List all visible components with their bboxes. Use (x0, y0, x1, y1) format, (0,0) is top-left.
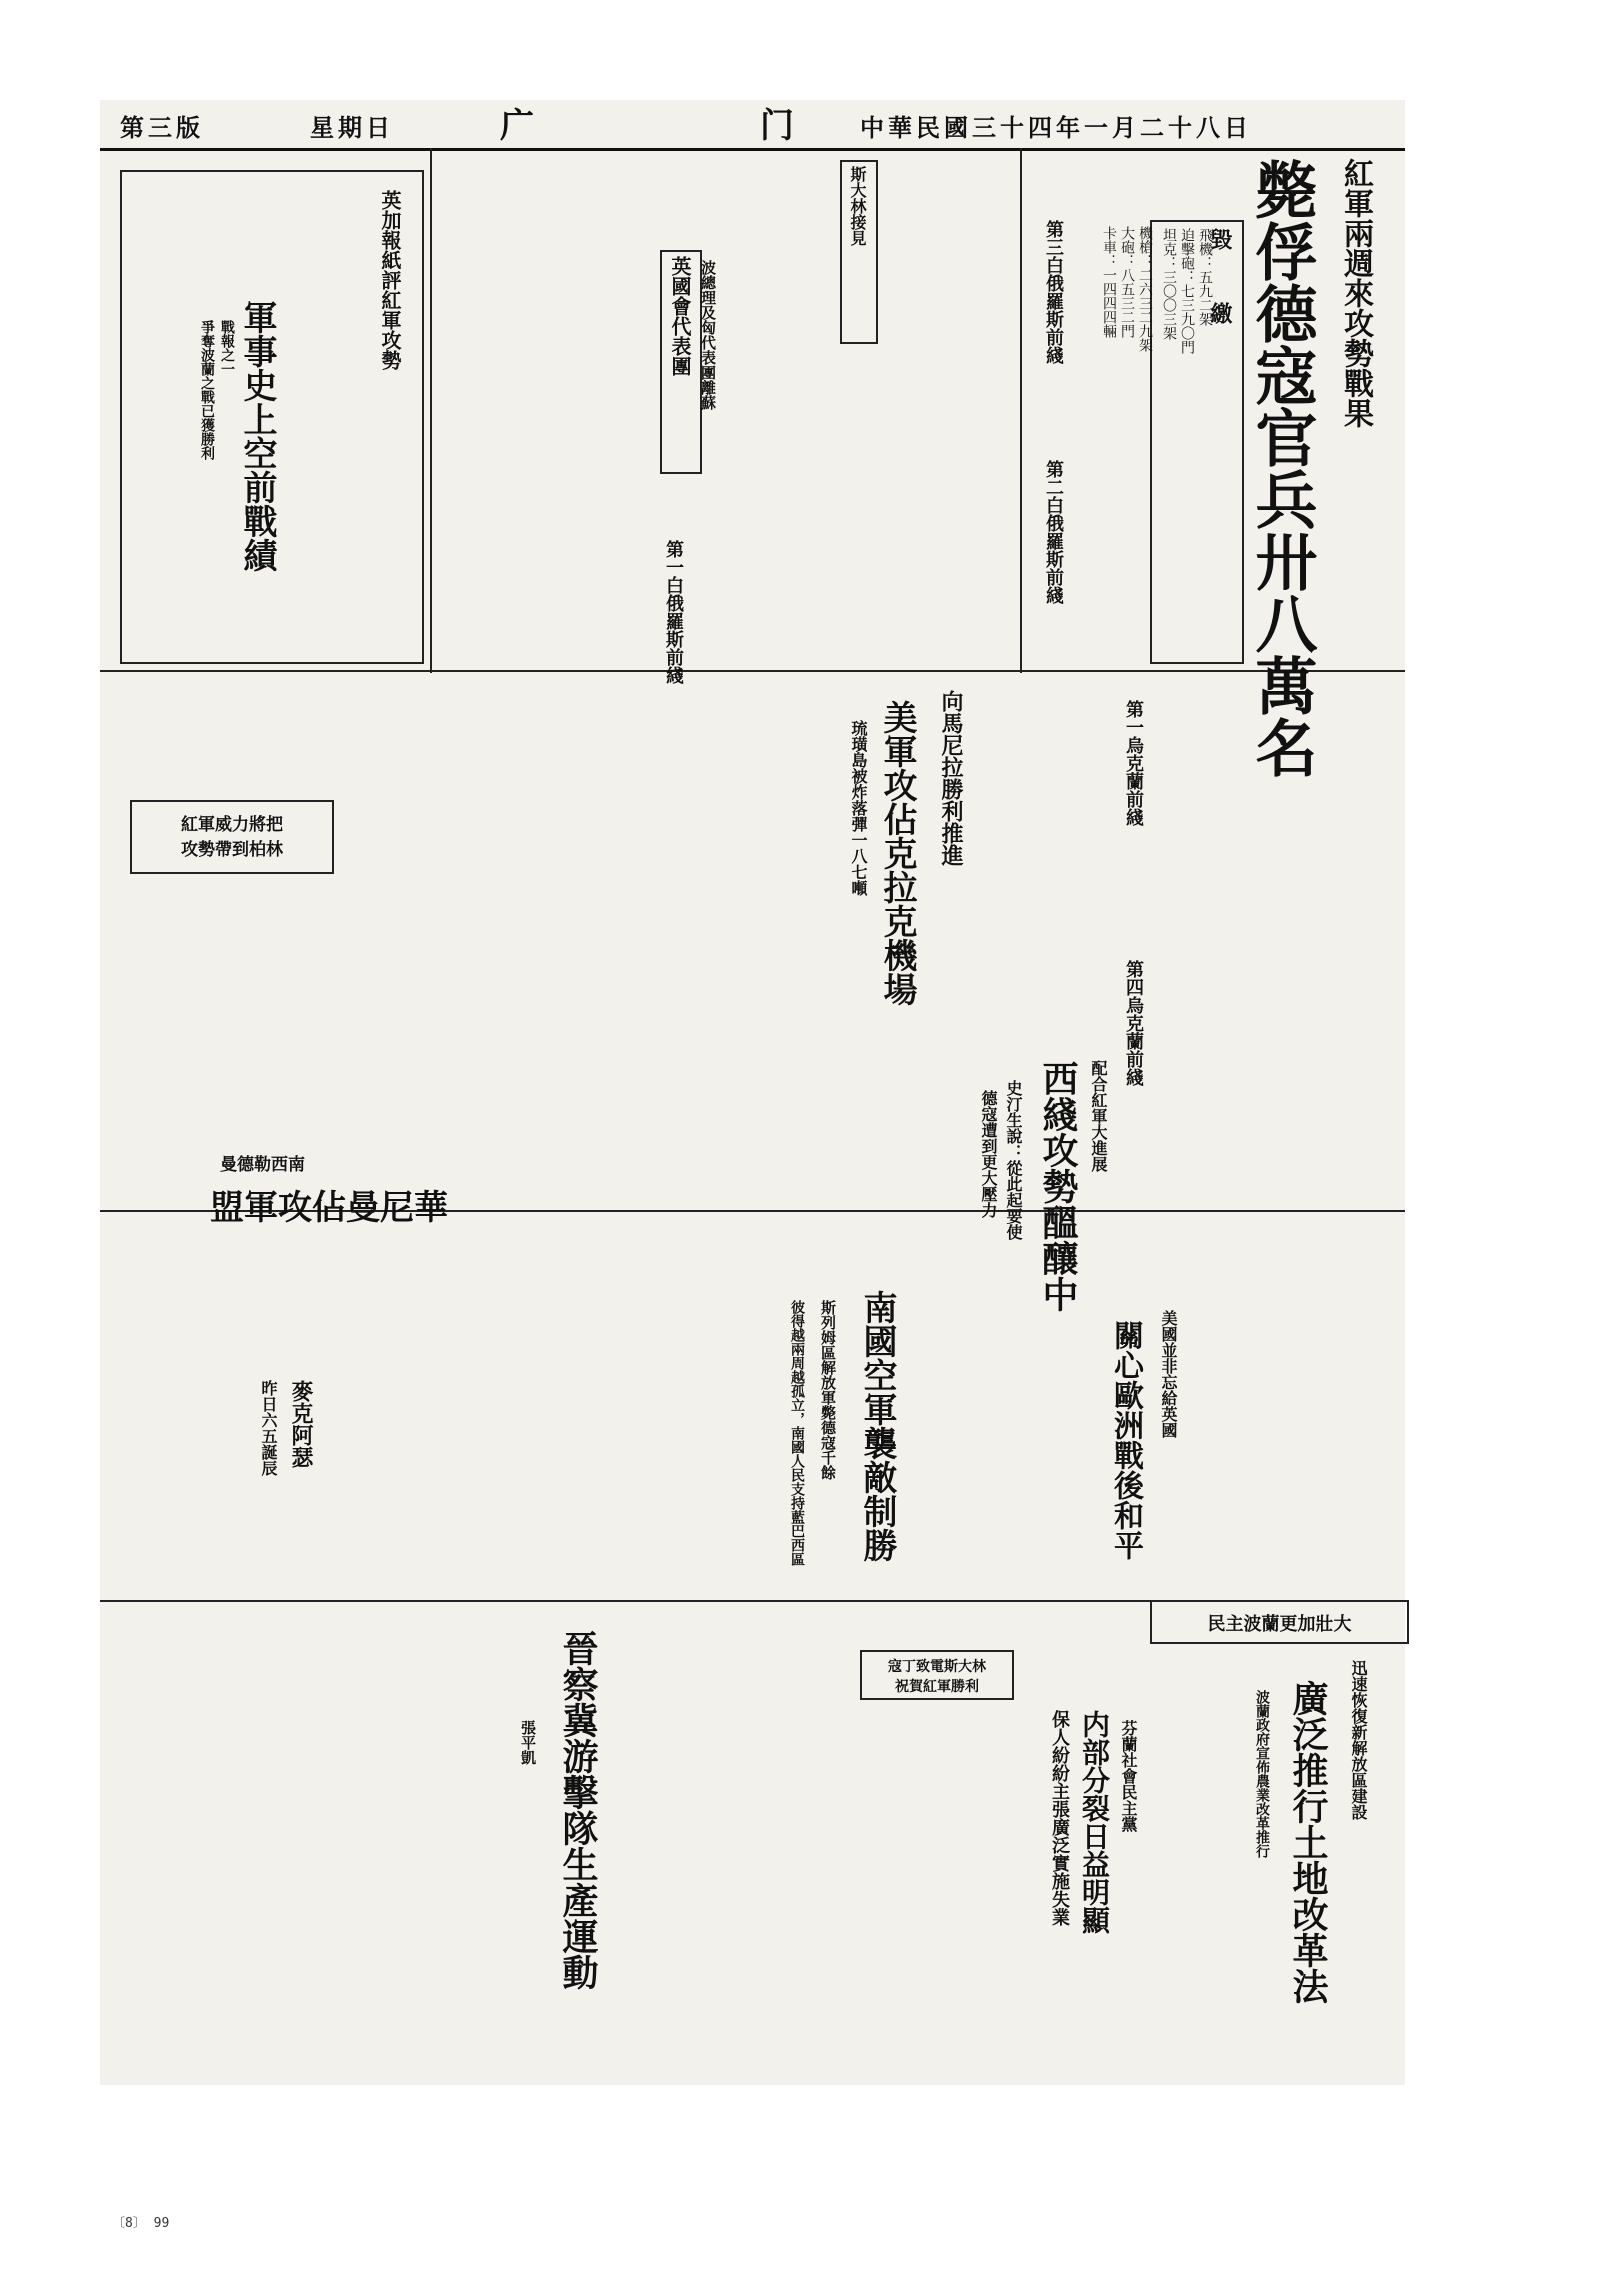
masthead (100, 100, 1405, 151)
stat-label: 毀 (1207, 228, 1233, 250)
finland-kicker: 芬蘭社會民主黨 (1119, 1720, 1138, 1832)
west-front-kicker: 配合紅軍大進展 (1089, 1060, 1108, 1172)
front-label: 第四烏克蘭前綫 (1123, 960, 1144, 1086)
stat-item: 機槍：二六三二九架 (1137, 226, 1153, 352)
article-box (860, 1650, 1014, 1700)
lead-stat-box (1150, 220, 1244, 664)
cable-line: 寇丁致電斯大林 (888, 1659, 986, 1675)
jinchaji-author: 張平凱 (519, 1720, 537, 1765)
red-army-box-line: 紅軍威力將把 (181, 815, 283, 835)
stat-item: 迫擊砲：七三九〇門 (1179, 228, 1195, 354)
lead-kicker: 紅軍兩週來攻勢戰果 (1338, 158, 1373, 428)
west-front-sub: 德寇遭到更大壓力 (979, 1090, 998, 1218)
article-box (130, 800, 334, 874)
land-reform-head: 廣泛推行土地改革法 (1287, 1680, 1329, 2004)
us-clark-kicker: 向馬尼拉勝利推進 (938, 690, 964, 866)
article-box (1150, 1600, 1409, 1644)
page-number: 第三版 (120, 113, 204, 142)
uk-delegation-sub: 波總理及匈代表團離蘇 (699, 260, 717, 410)
stat-item: 坦克：三〇〇三架 (1161, 228, 1177, 340)
divider (430, 148, 432, 673)
land-reform-sub: 波蘭政府宣佈農業改革推行 (1254, 1690, 1270, 1858)
stat-item: 飛機：五九二架 (1197, 228, 1213, 326)
military-history-sub: 爭奪波蘭之戰已獲勝利 (199, 320, 215, 460)
us-clark-sub: 琉璜島被炸落彈一八七噸 (849, 720, 868, 896)
issue-date: 中華民國三十四年一月二十八日 (860, 113, 1252, 142)
burma-head: 盟軍攻佔曼尼華 (210, 1188, 448, 1228)
west-front-sub: 史汀生說：從此起要使 (1004, 1080, 1023, 1240)
stat-list (1160, 228, 1214, 648)
west-front-head: 西綫攻勢醞釀中 (1037, 1060, 1079, 1312)
lead-headline: 斃俘德寇官兵卅八萬名 (1245, 158, 1318, 778)
page-footer-code: 〔8〕 99 (112, 2216, 170, 2231)
newspaper-page (100, 100, 1405, 2085)
jinchaji-head: 晉察冀游擊隊生產運動 (557, 1630, 599, 1990)
stalin-meets-head: 斯大林接見 (848, 166, 867, 246)
uk-press-head: 英加報紙評紅軍攻勢 (378, 190, 402, 370)
front-label: 第一白俄羅斯前綫 (663, 540, 684, 684)
europe-peace-head: 關心歐洲戰後和平 (1108, 1320, 1143, 1560)
red-army-box-line: 攻勢帶到柏林 (181, 840, 283, 860)
weekday: 星期日 (310, 113, 394, 142)
logo-fragment-right: 门 (760, 106, 798, 146)
logo-fragment-left: 广 (500, 106, 538, 146)
stat-label-2: 繳 (1207, 302, 1233, 324)
poland-kicker: 民主波蘭更加壯大 (1207, 1614, 1352, 1635)
body-text (800, 160, 1020, 660)
burma-sub: 曼德勒西南 (220, 1155, 305, 1175)
military-history-head: 軍事史上空前戰績 (237, 300, 277, 572)
article-box (660, 250, 702, 474)
land-reform-kicker: 迅速恢復新解放區建設 (1349, 1660, 1368, 1820)
south-air-sub: 彼得越兩周越孤立，南國人民支持藍巴西區 (789, 1300, 805, 1566)
finland-sub: 保人紛紛主張廣泛實施失業 (1049, 1710, 1070, 1926)
macarthur-head: 麥克阿瑟 (288, 1380, 314, 1468)
divider (1020, 148, 1022, 673)
macarthur-sub: 昨日六五誕辰 (259, 1380, 278, 1476)
stat-list-2 (1100, 226, 1154, 656)
stat-item: 卡車：一四四四輛 (1101, 226, 1117, 338)
europe-peace-kicker: 美國並非忘給英國 (1159, 1310, 1178, 1438)
military-history-note: 戰報之一 (219, 320, 235, 376)
us-clark-head: 美軍攻佔克拉克機場 (877, 700, 917, 1006)
south-air-head: 南國空軍襲敵制勝 (857, 1290, 897, 1562)
front-label: 第三白俄羅斯前綫 (1043, 220, 1064, 364)
uk-delegation-head: 英國會代表團 (668, 256, 692, 376)
finland-head: 内部分裂日益明顯 (1078, 1710, 1111, 1934)
divider (100, 670, 1405, 672)
cable-line: 祝賀紅軍勝利 (895, 1679, 979, 1695)
front-label: 第一烏克蘭前綫 (1123, 700, 1144, 826)
front-label: 第二白俄羅斯前綫 (1043, 460, 1064, 604)
article-box (840, 160, 878, 344)
stat-item: 大砲：八五三二門 (1119, 226, 1135, 338)
south-air-kicker: 斯列姆區解放軍斃德寇千餘 (819, 1300, 837, 1480)
